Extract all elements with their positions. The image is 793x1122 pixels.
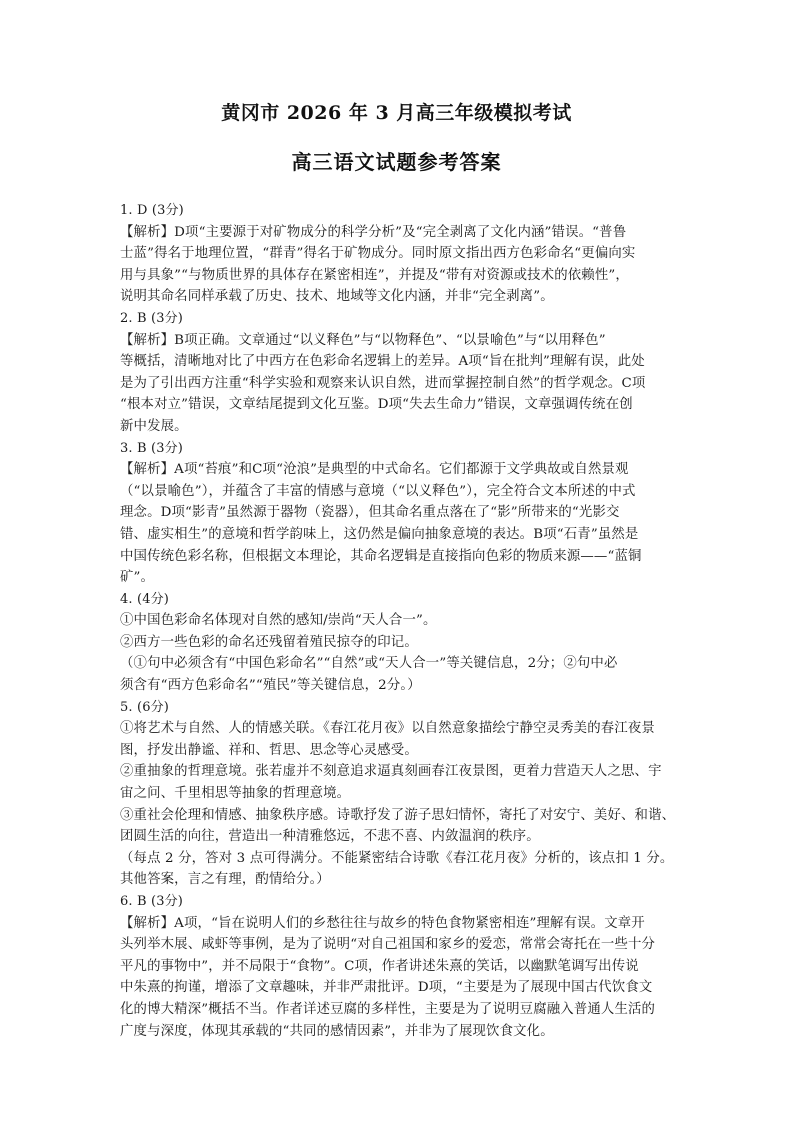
- text-line: 【解析】A项，“旨在说明人们的乡愁往往与故乡的特色食物紧密相连”理解有误。文章开: [120, 915, 645, 931]
- answer-body: [120, 200, 678, 1042]
- text-line: 说明其命名同样承载了历史、技术、地域等文化内涵，并非“完全剥离”。: [120, 289, 554, 305]
- exam-title: 黄冈市 2026 年 3 月高三年级模拟考试: [221, 102, 572, 124]
- text-line: 团圆生活的向往，营造出一种清雅悠远，不悲不喜、内敛温润的秩序。: [120, 829, 540, 845]
- text-line: 等概括，清晰地对比了中西方在色彩命名逻辑上的差异。A项“旨在批判”理解有误，此处: [120, 354, 645, 370]
- text-line: 图，抒发出静谧、祥和、哲思、思念等心灵感受。: [120, 742, 418, 758]
- answer-heading-q4: 4. (4分): [120, 591, 170, 607]
- text-line: 平凡的事物中”，并不局限于“食物”。C项，作者讲述朱熹的笑话，以幽默笔调写出传说: [120, 958, 639, 974]
- answer-heading-q1: 1. D (3分): [120, 203, 184, 218]
- text-line: 中朱熹的拘谨，增添了文章趣味，并非严肃批评。D项，“主要是为了展现中国古代饮食文: [120, 980, 653, 996]
- text-line: ②西方一些色彩的命名还残留着殖民掠夺的印记。: [120, 634, 418, 650]
- text-line: 【解析】B项正确。文章通过“以义释色”与“以物释色”、“以景喻色”与“以用释色”: [120, 332, 606, 348]
- answer-heading-q3: 3. B (3分): [120, 440, 183, 456]
- answer-heading-q2: 2. B (3分): [120, 310, 183, 326]
- text-line: 须含有“西方色彩命名”“殖民”等关键信息，2分。）: [120, 678, 421, 694]
- text-line: “根本对立”错误，文章结尾提到文化互鉴。D项“失去生命力”错误，文章强调传统在创: [120, 397, 633, 413]
- text-line: 用与具象”“与物质世界的具体存在紧密相连”，并提及“带有对资源或技术的依赖性”，: [120, 267, 629, 283]
- document-subtitle: 高三语文试题参考答案: [291, 150, 502, 174]
- text-line: 矿”。: [120, 570, 155, 586]
- text-line: 化的博大精深”概括不当。作者详述豆腐的多样性，主要是为了说明豆腐融入普通人生活的: [120, 1001, 656, 1017]
- text-line: 理念。D项“影青”虽然源于器物（瓷器），但其命名重点落在了“影”所带来的“光影交: [120, 505, 620, 521]
- text-line: ②重抽象的哲理意境。张若虚并不刻意追求逼真刻画春江夜景图，更着力营造天人之思、宇: [120, 764, 662, 780]
- text-line: （每点 2 分，答对 3 点可得满分。不能紧密结合诗歌《春江花月夜》分析的，该点扣 1 分。: [120, 850, 674, 866]
- answer-heading-q6: 6. B (3分): [120, 894, 183, 909]
- text-line: 其他答案，言之有理，酌情给分。）: [120, 872, 330, 888]
- text-line: 中国传统色彩名称，但根据文本理论，其命名逻辑是直接指向色彩的物质来源——“蓝铜: [120, 548, 642, 564]
- text-line: （①句中必须含有“中国色彩命名”“自然”或“天人合一”等关键信息，2分；②句中必: [120, 656, 618, 672]
- text-line: （“以景喻色”），并蕴含了丰富的情感与意境（“以义释色”），完全符合文本所述的中式: [120, 483, 636, 499]
- text-line: 新中发展。: [120, 418, 188, 434]
- answer-heading-q5: 5. (6分): [120, 699, 170, 715]
- text-line: 广度与深度，体现其承载的“共同的感情因素”，并非为了展现饮食文化。: [120, 1023, 554, 1039]
- text-line: 是为了引出西方注重“科学实验和观察来认识自然，进而掌握控制自然”的哲学观念。C项: [120, 375, 646, 391]
- text-line: 【解析】A项“苔痕”和C项“沧浪”是典型的中式命名。它们都源于文学典故或自然景观: [120, 462, 629, 478]
- text-line: ③重社会伦理和情感、抽象秩序感。诗歌抒发了游子思妇情怀，寄托了对安宁、美好、和谐、: [120, 807, 676, 823]
- text-line: 【解析】D项“主要源于对矿物成分的科学分析”及“完全剥离了文化内涵”错误。“普鲁: [120, 224, 627, 240]
- text-line: ①中国色彩命名体现对自然的感知/崇尚“天人合一”。: [120, 613, 437, 629]
- text-line: 宙之问、千里相思等抽象的哲理意境。: [120, 786, 351, 802]
- text-line: 头列举木展、咸虾等事例，是为了说明“对自己祖国和家乡的爱恋，常常会寄托在一些十分: [120, 937, 656, 953]
- text-line: 士蓝”得名于地理位置，“群青”得名于矿物成分。同时原文指出西方色彩命名“更偏向实: [120, 246, 636, 262]
- text-line: 错、虚实相生”的意境和哲学韵味上，这仍然是偏向抽象意境的表达。B项“石青”虽然是: [120, 526, 639, 542]
- text-line: ①将艺术与自然、人的情感关联。《春江花月夜》以自然意象描绘宁静空灵秀美的春江夜景: [120, 721, 655, 737]
